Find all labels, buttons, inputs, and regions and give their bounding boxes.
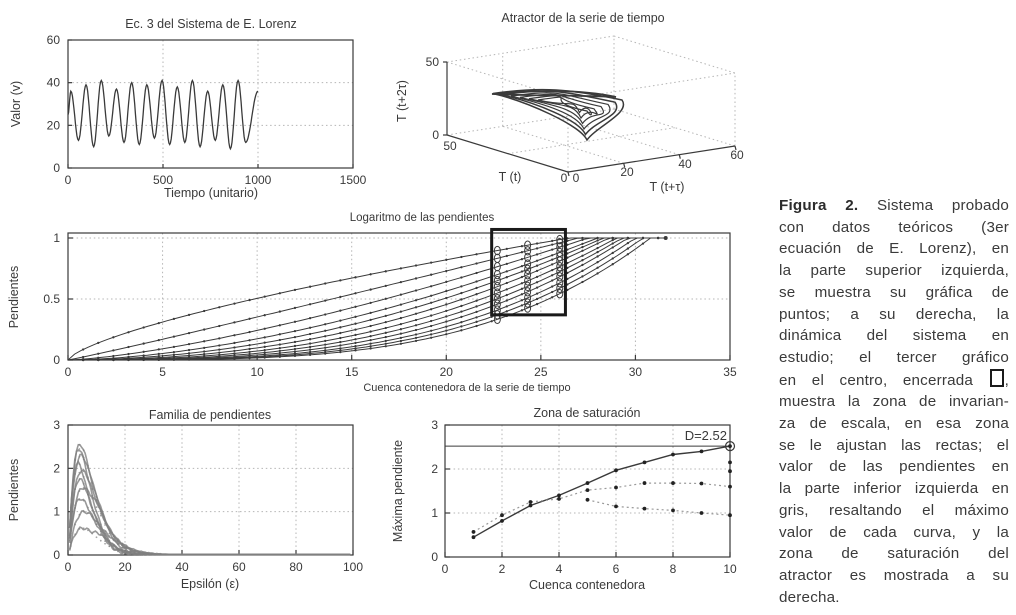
tick-label: 500 — [152, 173, 174, 187]
tick-label: 1 — [53, 231, 60, 245]
tick-label: 3 — [431, 418, 438, 432]
highlight-square-symbol — [990, 369, 1004, 387]
caption-line: dinámica del sistema en — [779, 327, 1009, 345]
tick-label: 2 — [498, 562, 506, 576]
caption-line: estudio; el tercer gráfico — [779, 348, 1009, 366]
tick-label: 10 — [723, 562, 737, 576]
caption-line: la parte inferior izquierda en — [779, 480, 1009, 498]
caption-line: ecuación de E. Lorenz), en — [779, 240, 1009, 258]
caption-line: zona de saturación del — [779, 545, 1009, 563]
tick-label: 20 — [439, 365, 453, 379]
tick-label: 2 — [431, 462, 438, 476]
y-axis-label: Pendientes — [7, 458, 21, 522]
caption-line: se muestra su gráfica de — [779, 283, 1009, 301]
caption-line: muestra la zona de invarian- — [779, 393, 1009, 411]
tick-label: 0 — [572, 171, 580, 185]
x-axis-label: Cuenca contenedora de la serie de tiempo — [363, 382, 571, 394]
tick-label: 50 — [443, 139, 457, 153]
caption-line: valor de cada curva, y la — [779, 523, 1009, 541]
tick-label: 60 — [730, 148, 744, 162]
y-axis-label: Pendientes — [7, 265, 21, 329]
tick-label: 30 — [628, 365, 643, 379]
tick-label: 20 — [46, 118, 60, 133]
tick-label: 0.5 — [43, 292, 60, 306]
x-axis-label: Cuenca contenedora — [528, 578, 646, 592]
tick-label: 40 — [678, 157, 692, 171]
tick-label: 25 — [534, 365, 548, 379]
y-axis-label: Valor (v) — [9, 80, 23, 128]
chart-title: Familia de pendientes — [148, 408, 272, 422]
tick-label: 6 — [612, 562, 620, 576]
caption-line: gris, resaltando el máximo — [779, 501, 1009, 519]
caption-line: valor de las pendientes en — [779, 458, 1009, 476]
tick-label: 4 — [555, 562, 563, 576]
saturation-series — [474, 483, 731, 532]
tick-label: 1500 — [339, 173, 367, 187]
tick-label: 1 — [431, 506, 438, 520]
chart-title: Atractor de la serie de tiempo — [501, 11, 665, 25]
tick-label: 60 — [232, 560, 246, 574]
tick-label: 3 — [53, 418, 60, 432]
tick-label: 40 — [175, 560, 189, 574]
tick-label: 0 — [53, 353, 60, 367]
tick-label: 0 — [53, 161, 60, 175]
tick-label: 1000 — [244, 173, 272, 187]
slope-family-curve — [70, 454, 350, 554]
tick-label: 20 — [118, 560, 132, 574]
attractor-loop — [529, 96, 597, 118]
caption-line: za de escala, en esa zona — [779, 415, 1009, 433]
caption-line: con datos teóricos (3er — [779, 218, 1009, 236]
tick-label: 0 — [560, 171, 568, 185]
tick-label: 15 — [345, 365, 359, 379]
convergence-point — [664, 236, 668, 240]
tick-label: 5 — [159, 365, 166, 379]
y-axis-label: Máxima pendiente — [391, 439, 405, 543]
x-axis-label: Epsilón (ε) — [180, 577, 240, 591]
log-slopes-chart — [0, 205, 780, 400]
saturation-zone-chart — [380, 400, 780, 615]
z-axis-label: T (t+2τ) — [395, 80, 409, 122]
caption-line: en el centro, encerrada , — [779, 369, 1009, 392]
tick-label: 40 — [46, 75, 60, 90]
tick-label: 0 — [431, 550, 438, 564]
slope-family-curve — [70, 462, 350, 555]
tick-label: 80 — [289, 560, 303, 574]
tick-label: 8 — [669, 562, 677, 576]
tick-label: 1 — [53, 504, 60, 519]
caption-line: la parte superior izquierda, — [779, 262, 1009, 280]
dimension-value-label: D=2.52 — [684, 428, 727, 443]
tick-label: 0 — [64, 560, 72, 574]
saturation-series — [474, 446, 731, 537]
tick-label: 100 — [342, 560, 364, 574]
caption-line: se le ajustan las rectas; el — [779, 436, 1009, 454]
tick-label: 0 — [432, 128, 439, 142]
lorenz-time-series-chart — [0, 0, 380, 205]
slope-family-curve — [70, 479, 350, 555]
chart-title: Ec. 3 del Sistema de E. Lorenz — [125, 17, 297, 31]
tick-label: 20 — [620, 165, 634, 179]
attractor-3d-chart — [380, 0, 780, 205]
x-axis-label: Tiempo (unitario) — [163, 186, 259, 200]
caption-line: derecha. — [779, 588, 840, 606]
tick-label: 10 — [250, 365, 264, 379]
caption-line: puntos; a su derecha, la — [779, 305, 1009, 323]
caption-line: atractor es mostrada a su — [779, 566, 1009, 584]
tick-label: 35 — [723, 365, 737, 379]
tick-label: 0 — [64, 365, 72, 379]
tick-label: 0 — [441, 562, 449, 576]
tick-label: 0 — [64, 173, 72, 187]
x-axis-label: T (t) — [498, 170, 522, 184]
tick-label: 0 — [53, 548, 60, 562]
y-axis-label: T (t+τ) — [649, 180, 685, 194]
figure-caption — [779, 195, 1009, 608]
tick-label: 60 — [46, 33, 60, 47]
chart-title: Logaritmo de las pendientes — [349, 212, 495, 224]
time-series-line — [68, 81, 258, 149]
caption-line: Figura 2. Sistema probado — [779, 197, 1009, 214]
chart-title: Zona de saturación — [533, 406, 641, 420]
tick-label: 50 — [425, 55, 439, 69]
slope-family-chart — [0, 400, 380, 615]
tick-label: 2 — [53, 461, 60, 476]
